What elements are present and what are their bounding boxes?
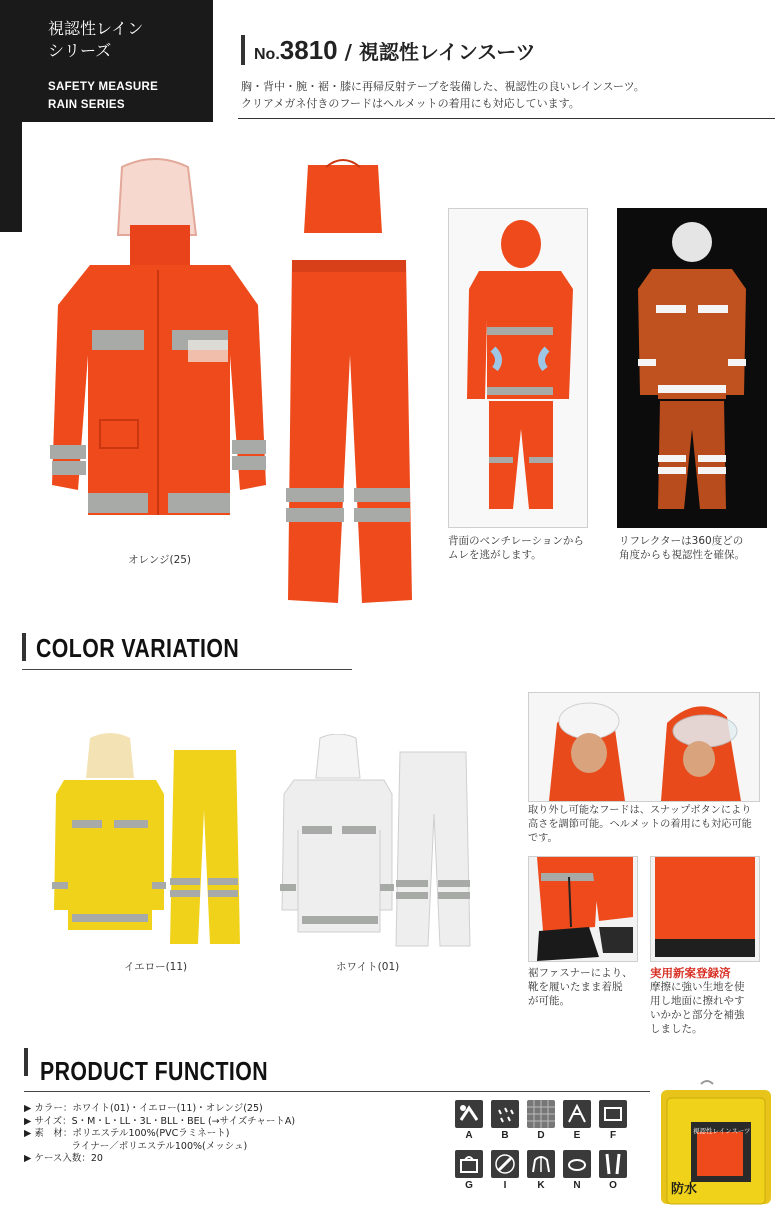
- icon-letter-d: D: [537, 1130, 545, 1141]
- hood-feature-text: [528, 804, 752, 846]
- package-label: 視認性レインスーツ: [693, 1127, 751, 1135]
- icon-letter-i: I: [503, 1180, 507, 1191]
- description-line2: クリアメガネ付きのフードはヘルメットの着用にも対応しています。: [241, 97, 580, 110]
- package-photo: [657, 1078, 775, 1206]
- color-variation-bar: [22, 633, 26, 661]
- reinforce-text-line2: 用し地面に擦れやす: [650, 995, 745, 1007]
- hem-zipper-photo: [528, 856, 638, 962]
- rain-icon: [491, 1100, 519, 1128]
- back-ventilation-photo: [448, 208, 588, 528]
- icon-letter-a: A: [465, 1130, 473, 1141]
- utility-model-badge: 実用新案登録済: [650, 966, 731, 980]
- reflector-caption: [619, 534, 745, 562]
- back-ventilation-caption: [448, 534, 584, 562]
- reflective-icon: [455, 1100, 483, 1128]
- product-function-bar: [24, 1048, 28, 1076]
- icon-letter-k: K: [537, 1180, 545, 1191]
- reflector-caption-line1: リフレクターは360度どの: [619, 535, 744, 547]
- icon-letter-n: N: [573, 1180, 581, 1191]
- icon-letter-g: G: [465, 1180, 473, 1191]
- spec-list: [24, 1103, 295, 1166]
- series-title-line1: 視認性レイン: [48, 19, 144, 38]
- icon-letter-f: F: [609, 1130, 617, 1141]
- header-divider: [238, 118, 775, 119]
- icon-letter-o: O: [609, 1180, 617, 1191]
- zipper-text-line1: 裾ファスナーにより、: [528, 967, 633, 979]
- color-variation-heading: COLOR VARIATION: [36, 633, 240, 663]
- yellow-caption: イエロー(11): [124, 961, 188, 973]
- hood-icon: [527, 1150, 555, 1178]
- product-no-prefix: No.: [254, 46, 280, 63]
- window-icon: [599, 1100, 627, 1128]
- color-variation-line: [22, 669, 352, 670]
- mesh-icon: [527, 1100, 555, 1128]
- series-title-en: [48, 78, 158, 114]
- title-separator: /: [337, 40, 359, 64]
- zipper-text-line2: 靴を履いたまま着脱: [528, 981, 623, 993]
- reflector-night-photo: [617, 208, 767, 528]
- package-waterproof-badge: 防水: [671, 1182, 698, 1197]
- white-suit-photo: [276, 734, 476, 950]
- series-tag: [0, 0, 213, 122]
- hood-helmet-photo: [528, 692, 760, 802]
- reinforce-feature-text: [650, 966, 745, 1036]
- white-caption: ホワイト(01): [336, 961, 400, 973]
- zipper-text-line3: が可能。: [528, 995, 570, 1007]
- leg-icon: [599, 1150, 627, 1178]
- reinforce-text-line1: 摩擦に強い生地を使: [650, 981, 745, 993]
- hood-text-line1: 取り外し可能なフードは、スナップボタンにより: [528, 805, 752, 816]
- function-icons: [455, 1100, 645, 1200]
- zipper-feature-text: [528, 966, 633, 1008]
- back-caption-line1: 背面のベンチレーションから: [448, 535, 584, 547]
- series-en-line2: RAIN SERIES: [48, 99, 125, 111]
- spec-size: ▶ サイズ：S・M・L・LL・3L・BLL・BEL (→サイズチャートA): [24, 1115, 296, 1127]
- series-side-bar: [0, 122, 22, 232]
- bag-icon: [455, 1150, 483, 1178]
- product-function-line: [24, 1091, 650, 1092]
- series-title-line2: シリーズ: [48, 41, 112, 60]
- spec-case-qty: ▶ ケース入数：20: [24, 1153, 103, 1164]
- spec-material: ▶ 素 材：ポリエステル100%(PVCラミネート): [24, 1128, 230, 1139]
- reflector-caption-line2: 角度からも視認性を確保。: [619, 549, 745, 561]
- orange-jacket-photo: [40, 155, 280, 535]
- reinforce-text-line4: しました。: [650, 1023, 703, 1035]
- product-description: [241, 78, 771, 112]
- spec-color: ▶ カラー：ホワイト(01)・イエロー(11)・オレンジ(25): [24, 1103, 263, 1114]
- breathable-icon: [563, 1100, 591, 1128]
- orange-caption: オレンジ(25): [128, 554, 192, 566]
- icon-letter-b: B: [501, 1130, 509, 1141]
- yellow-suit-photo: [48, 730, 248, 950]
- product-name: 視認性レインスーツ: [358, 40, 536, 64]
- hood-text-line2: 高さを調節可能。ヘルメットの着用にも対応可能: [528, 819, 752, 830]
- title-accent-bar: [241, 35, 245, 65]
- product-title: [254, 34, 535, 71]
- series-en-line1: SAFETY MEASURE: [48, 81, 159, 93]
- reinforce-text-line3: いかかと部分を補強: [650, 1009, 745, 1021]
- cuff-icon: [563, 1150, 591, 1178]
- description-line1: 胸・背中・腕・裾・膝に再帰反射テープを装備した、視認性の良いレインスーツ。: [241, 80, 645, 93]
- spec-liner: ライナー／ポリエステル100%(メッシュ): [24, 1140, 248, 1152]
- product-function-heading: PRODUCT FUNCTION: [40, 1056, 269, 1086]
- product-number: 3810: [279, 35, 338, 65]
- icon-letter-e: E: [573, 1130, 581, 1141]
- pencil-icon: [491, 1150, 519, 1178]
- orange-pants-photo: [278, 155, 418, 610]
- back-caption-line2: ムレを逃がします。: [448, 549, 542, 561]
- hood-text-line3: です。: [528, 833, 558, 844]
- heel-reinforce-photo: [650, 856, 760, 962]
- series-title-jp: [48, 18, 143, 62]
